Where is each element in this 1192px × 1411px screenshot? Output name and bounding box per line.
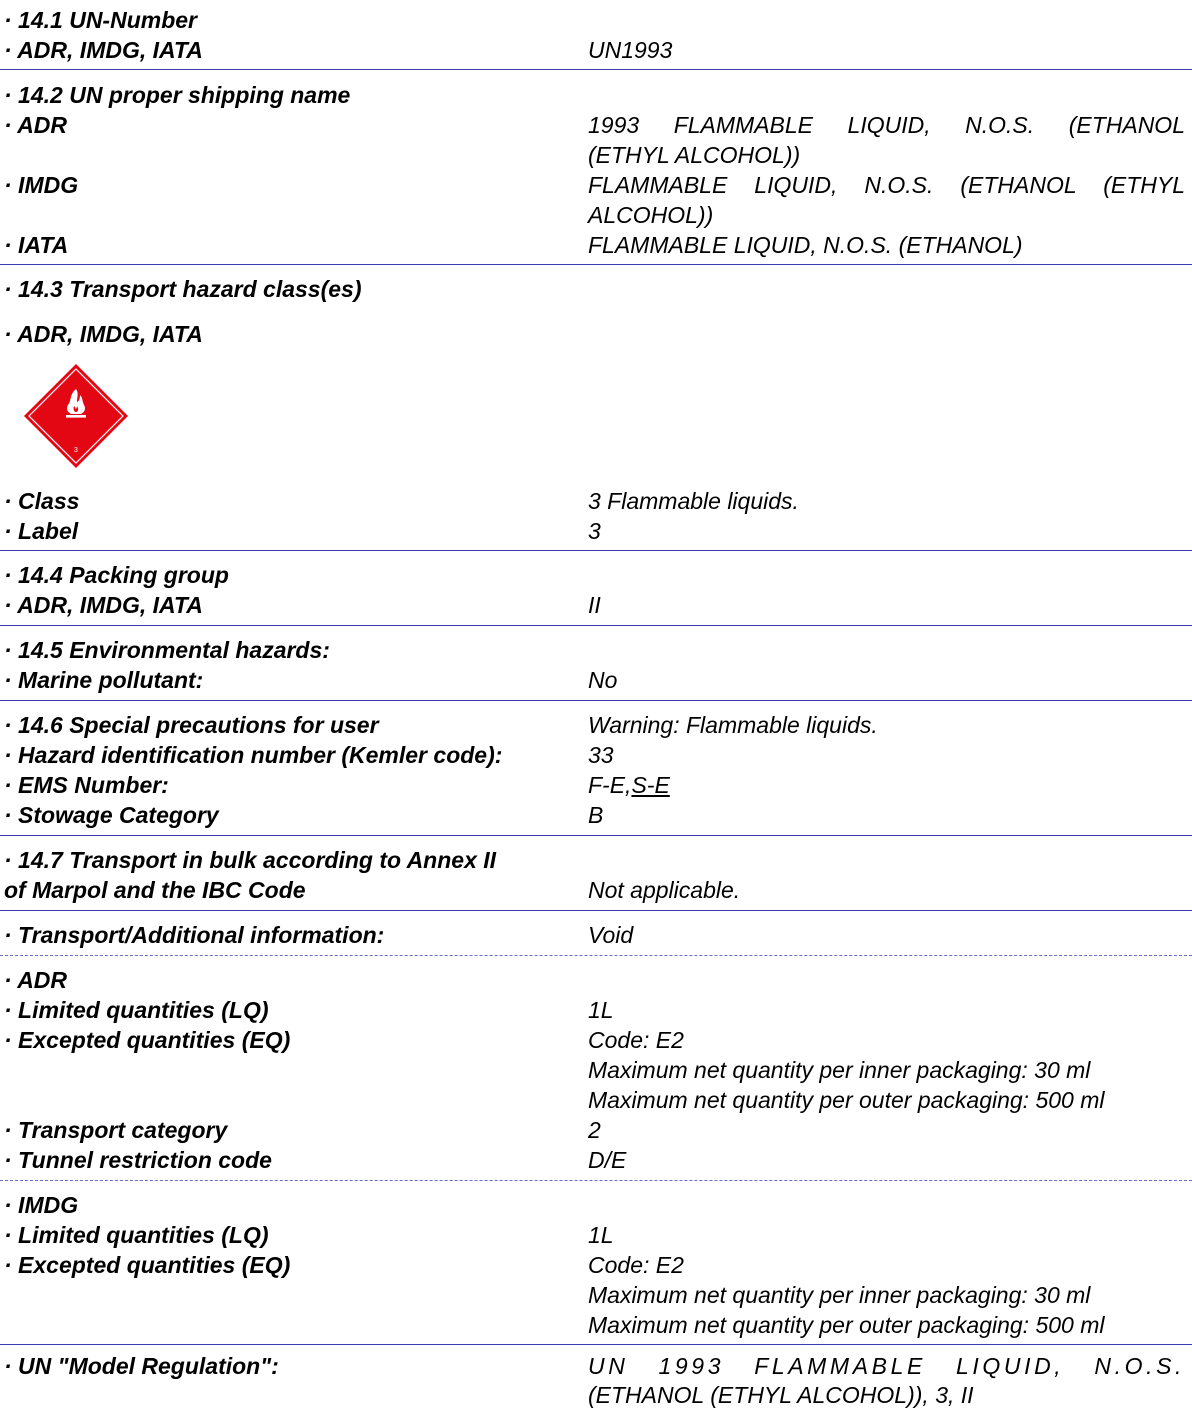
section-divider [0,835,1192,836]
adr-tunnel-code-value: D/E [588,1147,627,1173]
section-divider [0,550,1192,551]
special-precautions-value: Warning: Flammable liquids. [588,712,878,738]
un-model-regulation-label: · UN "Model Regulation": [4,1353,279,1379]
un-number-label: · ADR, IMDG, IATA [4,37,203,63]
ems-number-row [0,770,1192,800]
special-precautions-heading: · 14.6 Special precautions for user [4,712,379,738]
stowage-category-row [0,800,1192,830]
additional-info-row [0,920,1192,950]
dashed-divider [0,955,1192,956]
adr-eq-inner-row [0,1055,1192,1085]
imdg-eq-inner-row [0,1280,1192,1310]
hazard-class-label: · Class [4,488,80,514]
adr-eq-label: · Excepted quantities (EQ) [4,1027,291,1053]
shipping-name-heading: · 14.2 UN proper shipping name [4,82,351,108]
imdg-heading: · IMDG [4,1192,79,1218]
section-divider [0,910,1192,911]
kemler-code-row [0,740,1192,770]
packing-group-heading-row [0,560,1192,590]
shipping-name-adr-value: 1993 FLAMMABLE LIQUID, N.O.S. (ETHANOL [588,112,1185,138]
un-number-row [0,35,1192,65]
bulk-transport-heading-cont: of Marpol and the IBC Code [4,877,306,903]
ems-number-value [588,770,670,800]
marine-pollutant-value: No [588,667,618,693]
shipping-name-adr-row [0,110,1192,140]
hazard-label-label: · Label [4,518,79,544]
hazard-class-heading-row [0,274,1192,304]
imdg-eq-code: Code: E2 [588,1252,684,1278]
special-precautions-row [0,710,1192,740]
ems-fire-code: F-E, [588,772,632,798]
bulk-transport-row [0,875,1192,905]
flammable-liquid-placard [22,362,130,470]
un-model-regulation-value: UN 1993 FLAMMABLE LIQUID, N.O.S. [588,1353,1185,1379]
hazard-class-mode-row [0,319,1192,349]
un-model-regulation-row [0,1351,1192,1381]
shipping-name-heading-row [0,80,1192,110]
adr-eq-outer: Maximum net quantity per outer packaging: 500 ml [588,1087,1105,1113]
shipping-name-imdg-row [0,170,1192,200]
marine-pollutant-row [0,665,1192,695]
adr-transport-category-value: 2 [588,1117,601,1143]
adr-heading: · ADR [4,967,68,993]
shipping-name-iata-value: FLAMMABLE LIQUID, N.O.S. (ETHANOL) [588,232,1023,258]
adr-heading-row [0,965,1192,995]
environmental-heading: · 14.5 Environmental hazards: [4,637,330,663]
section-divider [0,625,1192,626]
additional-info-label: · Transport/Additional information: [4,922,385,948]
ems-number-label: · EMS Number: [4,772,169,798]
adr-eq-code: Code: E2 [588,1027,684,1053]
adr-tunnel-code-row [0,1145,1192,1175]
environmental-heading-row [0,635,1192,665]
dashed-divider [0,1180,1192,1181]
bulk-transport-heading-row [0,845,1192,875]
adr-eq-row [0,1025,1192,1055]
stowage-category-label: · Stowage Category [4,802,219,828]
bulk-transport-value: Not applicable. [588,877,741,903]
shipping-name-iata-row [0,230,1192,260]
shipping-name-imdg-row-cont [0,200,1192,230]
imdg-heading-row [0,1190,1192,1220]
hazard-class-heading: · 14.3 Transport hazard class(es) [4,276,362,302]
section-divider [0,264,1192,265]
un-number-heading: · 14.1 UN-Number [4,7,197,33]
packing-group-label: · ADR, IMDG, IATA [4,592,203,618]
shipping-name-imdg-label: · IMDG [4,172,79,198]
packing-group-value: II [588,592,601,618]
marine-pollutant-label: · Marine pollutant: [4,667,204,693]
section-divider [0,1344,1192,1345]
section-divider [0,69,1192,70]
adr-lq-label: · Limited quantities (LQ) [4,997,269,1023]
un-number-heading-row [0,5,1192,35]
imdg-eq-outer-row [0,1310,1192,1340]
imdg-eq-label: · Excepted quantities (EQ) [4,1252,291,1278]
adr-tunnel-code-label: · Tunnel restriction code [4,1147,272,1173]
packing-group-heading: · 14.4 Packing group [4,562,229,588]
hazard-label-row [0,516,1192,546]
imdg-eq-row [0,1250,1192,1280]
un-model-regulation-value-cont: (ETHANOL (ETHYL ALCOHOL)), 3, II [588,1382,974,1408]
un-number-value: UN1993 [588,37,673,63]
placard-class-number: 3 [74,447,78,454]
shipping-name-adr-value-cont: (ETHYL ALCOHOL)) [588,142,801,168]
kemler-code-value: 33 [588,742,614,768]
un-model-regulation-row-cont [0,1380,1192,1410]
stowage-category-value: B [588,802,604,828]
kemler-code-label: · Hazard identification number (Kemler code): [4,742,503,768]
hazard-label-value: 3 [588,518,601,544]
ems-spillage-code: S-E [631,772,670,798]
imdg-eq-outer: Maximum net quantity per outer packaging: 500 ml [588,1312,1105,1338]
imdg-eq-inner: Maximum net quantity per inner packaging: 30 ml [588,1282,1091,1308]
imdg-lq-row [0,1220,1192,1250]
imdg-lq-label: · Limited quantities (LQ) [4,1222,269,1248]
adr-eq-outer-row [0,1085,1192,1115]
packing-group-row [0,590,1192,620]
shipping-name-imdg-value: FLAMMABLE LIQUID, N.O.S. (ETHANOL (ETHYL [588,172,1185,198]
shipping-name-imdg-value-cont: ALCOHOL)) [588,202,714,228]
adr-eq-inner: Maximum net quantity per inner packaging: 30 ml [588,1057,1091,1083]
additional-info-value: Void [588,922,634,948]
adr-lq-value: 1L [588,997,614,1023]
shipping-name-iata-label: · IATA [4,232,69,258]
hazard-class-row [0,486,1192,516]
adr-lq-row [0,995,1192,1025]
adr-transport-category-label: · Transport category [4,1117,228,1143]
section-divider [0,700,1192,701]
adr-transport-category-row [0,1115,1192,1145]
imdg-lq-value: 1L [588,1222,614,1248]
bulk-transport-heading: · 14.7 Transport in bulk according to Annex II [4,847,497,873]
hazard-class-value: 3 Flammable liquids. [588,488,799,514]
hazard-class-mode-label: · ADR, IMDG, IATA [4,321,203,347]
shipping-name-adr-label: · ADR [4,112,68,138]
shipping-name-adr-row-cont [0,140,1192,170]
